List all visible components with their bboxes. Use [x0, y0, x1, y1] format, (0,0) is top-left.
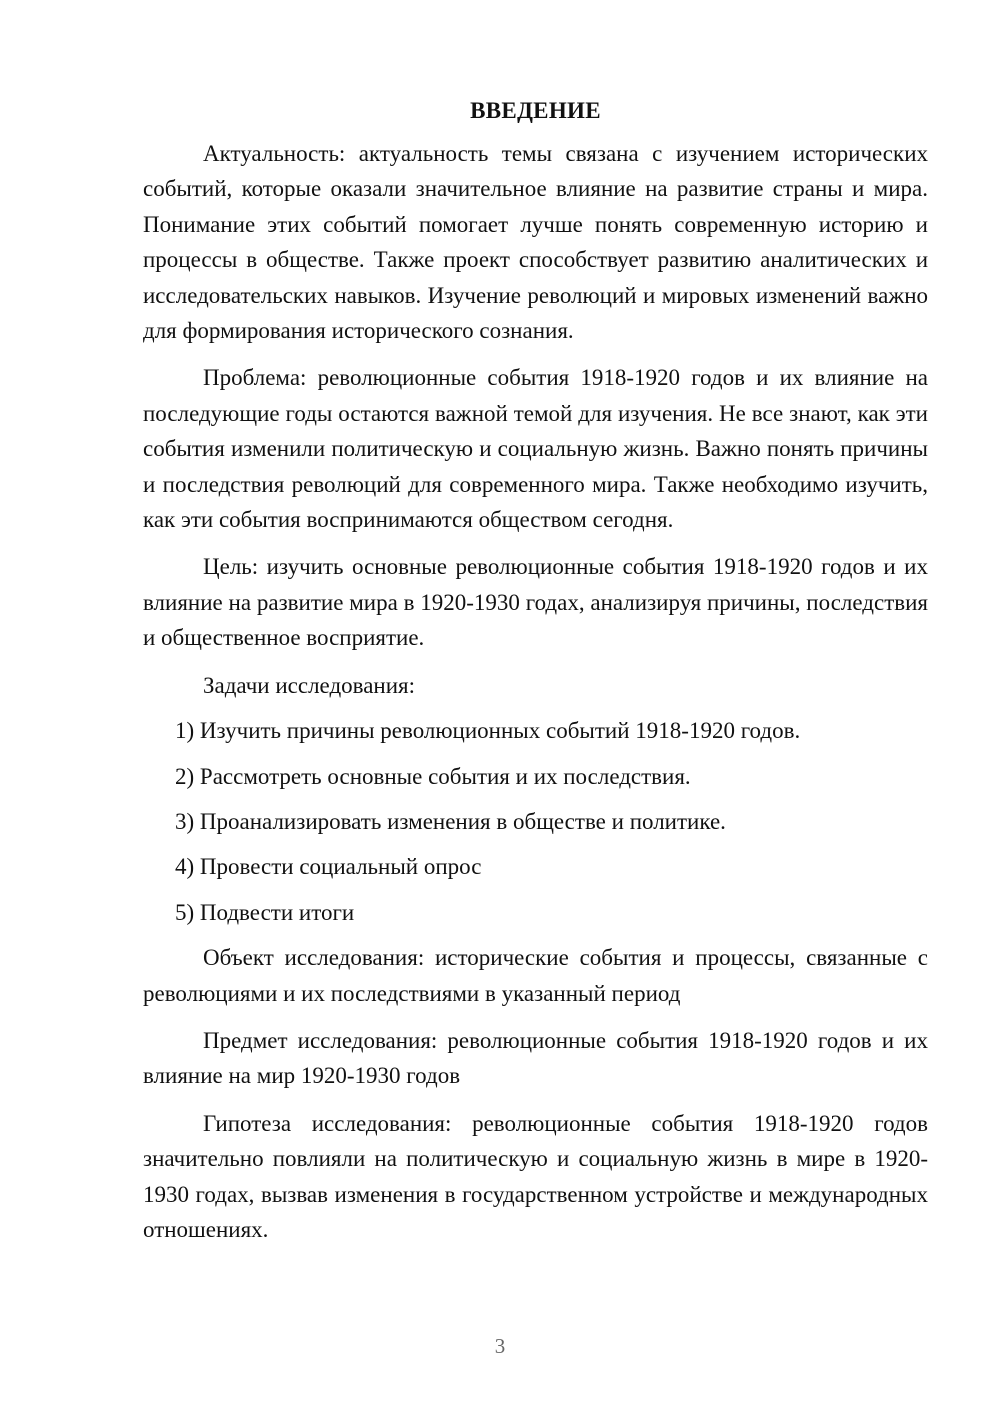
- task-item: 1) Изучить причины революционных событий 1918-1920 годов.: [175, 718, 801, 744]
- task-item: 4) Провести социальный опрос: [175, 854, 482, 880]
- task-item: 3) Проанализировать изменения в обществе и политике.: [175, 808, 726, 834]
- task-list: [143, 713, 928, 930]
- goal-paragraph: Цель: изучить основные революционные события 1918-1920 годов и их влияние на развитие мира в 1920-1930 годах, анализируя причины, последствия и общественное восприятие.: [143, 554, 928, 651]
- document-page: [143, 94, 928, 1259]
- task-item: 5) Подвести итоги: [175, 899, 355, 925]
- task-item: 2) Рассмотреть основные события и их последствия.: [175, 763, 691, 789]
- object-paragraph: Объект исследования: исторические события и процессы, связанные с революциями и их последствиями в указанный период: [143, 945, 928, 1006]
- relevance-paragraph: Актуальность: актуальность темы связана с изучением исторических событий, которые оказали значительное влияние на развитие страны и мира. Понимание этих событий помогает лучше понять современную историю и процессы в обществе. Также проект способствует развитию аналитических и исследовательских навыков. Изучение революций и мировых изменений важно для формирования исторического сознания.: [143, 141, 928, 344]
- subject-paragraph: Предмет исследования: революционные события 1918-1920 годов и их влияние на мир 1920-1930 годов: [143, 1027, 928, 1089]
- tasks-heading: Задачи исследования:: [203, 672, 416, 698]
- problem-paragraph: Проблема: революционные события 1918-1920 годов и их влияние на последующие годы остаются важной темой для изучения. Не все знают, как эти события изменили политическую и социальную жизнь. Важно понять причины и последствия революций для современного мира. Также необходимо изучить, как эти события воспринимаются обществом сегодня.: [143, 365, 928, 533]
- hypothesis-paragraph: Гипотеза исследования: революционные события 1918-1920 годов значительно повлияли на политическую и социальную жизнь в мире в 1920-1930 годах, вызвав изменения в государственном устройстве и международных отношениях.: [143, 1110, 928, 1242]
- page-title: ВВЕДЕНИЕ: [470, 98, 601, 123]
- page-number: 3: [494, 1334, 506, 1358]
